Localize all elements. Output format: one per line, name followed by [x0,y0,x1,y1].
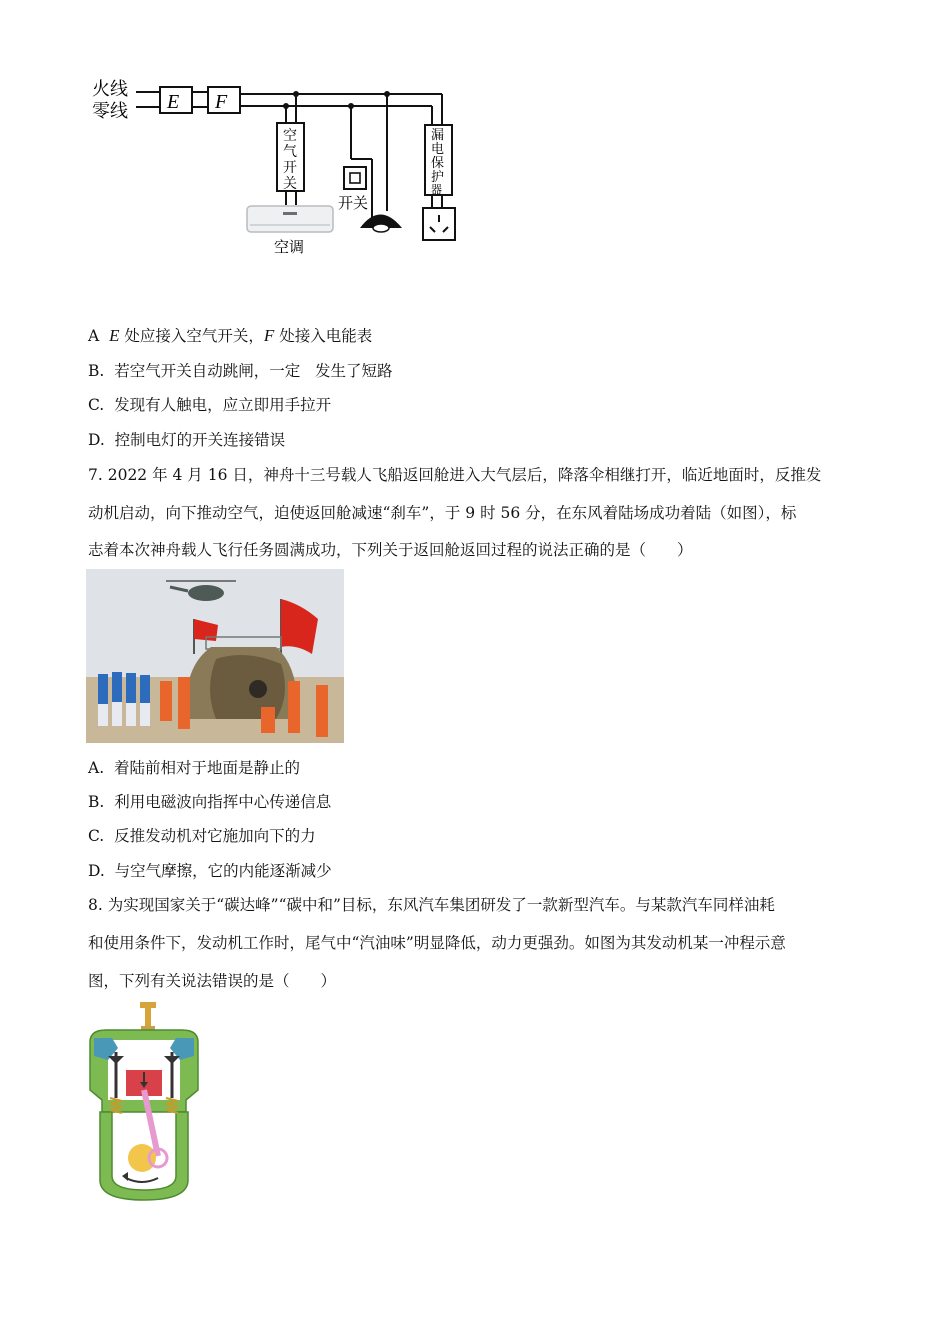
lamp-icon [360,215,402,233]
air-switch-char-1: 空 [283,128,297,144]
option-prefix: A. [88,759,105,777]
option-text: 着陆前相对于地面是静止的 [113,759,300,777]
q6-option-a [88,326,372,346]
air-conditioner-icon [247,206,333,232]
option-prefix: A [88,327,100,345]
option-text: 若空气开关自动跳闸，一定 发生了短路 [114,362,393,380]
q6-option-c [88,395,331,415]
option-prefix: B. [88,793,105,811]
option-prefix: C. [88,396,105,414]
neutral-wire-label: 零线 [92,101,128,122]
q7-option-b [88,792,331,812]
option-text: 控制电灯的开关连接错误 [114,431,286,449]
leakage-char-2: 电 [431,142,445,157]
box-f-label: F [215,91,228,113]
q7-option-c [88,826,316,846]
live-wire-label: 火线 [92,79,128,100]
leakage-char-5: 器 [431,183,442,196]
engine-stroke-diagram [86,1000,202,1205]
q7-line-3: 志着本次神舟载人飞行任务圆满成功，下列关于返回舱返回过程的说法正确的是（ ） [88,541,693,559]
air-switch-char-2: 气 [283,144,297,160]
q8-line-1: 8. 为实现国家关于“碳达峰”“碳中和”目标，东风汽车集团研发了一款新型汽车。与某款汽车同样油耗 [88,896,775,914]
leakage-char-3: 保 [431,156,445,171]
option-text: 利用电磁波向指挥中心传递信息 [114,793,332,811]
switch-label: 开关 [338,194,369,212]
option-text: 发现有人触电，应立即用手拉开 [114,396,332,414]
option-text: 与空气摩擦，它的内能逐渐减少 [114,862,332,880]
q6-option-b [88,361,392,381]
q7-line-2: 动机启动，向下推动空气，迫使返回舱减速“刹车”，于 9 时 56 分，在东风着陆场成功着陆（如图），标 [88,504,797,522]
variable-f: F [263,326,275,345]
return-capsule-photo [86,569,344,743]
q7-option-d [88,861,332,881]
household-circuit-diagram [90,75,470,260]
air-switch-char-3: 开 [283,160,297,176]
variable-e: E [109,326,120,345]
q8-line-2: 和使用条件下，发动机工作时，尾气中“汽油味”明显降低，动力更强劲。如图为其发动机某一冲程示意 [88,934,786,952]
q7-line-1: 7. 2022 年 4 月 16 日，神舟十三号载人飞船返回舱进入大气层后，降落伞相继打开，临近地面时，反推发 [88,466,822,484]
option-prefix: D. [88,862,105,880]
option-prefix: C. [88,827,105,845]
q7-option-a [88,758,300,778]
option-text: 处应接入空气开关， [119,327,264,345]
socket-icon [423,208,455,240]
leakage-char-1: 漏 [431,128,445,143]
q8-line-3: 图，下列有关说法错误的是（ ） [88,972,337,990]
option-prefix: B. [88,362,105,380]
q6-option-d [88,430,285,450]
air-switch-char-4: 关 [283,176,297,192]
leakage-char-4: 护 [431,170,445,185]
option-prefix: D. [88,431,105,449]
box-e-label: E [167,91,180,113]
air-conditioner-label: 空调 [274,238,305,256]
option-text: 处接入电能表 [274,327,373,345]
option-text: 反推发动机对它施加向下的力 [114,827,316,845]
